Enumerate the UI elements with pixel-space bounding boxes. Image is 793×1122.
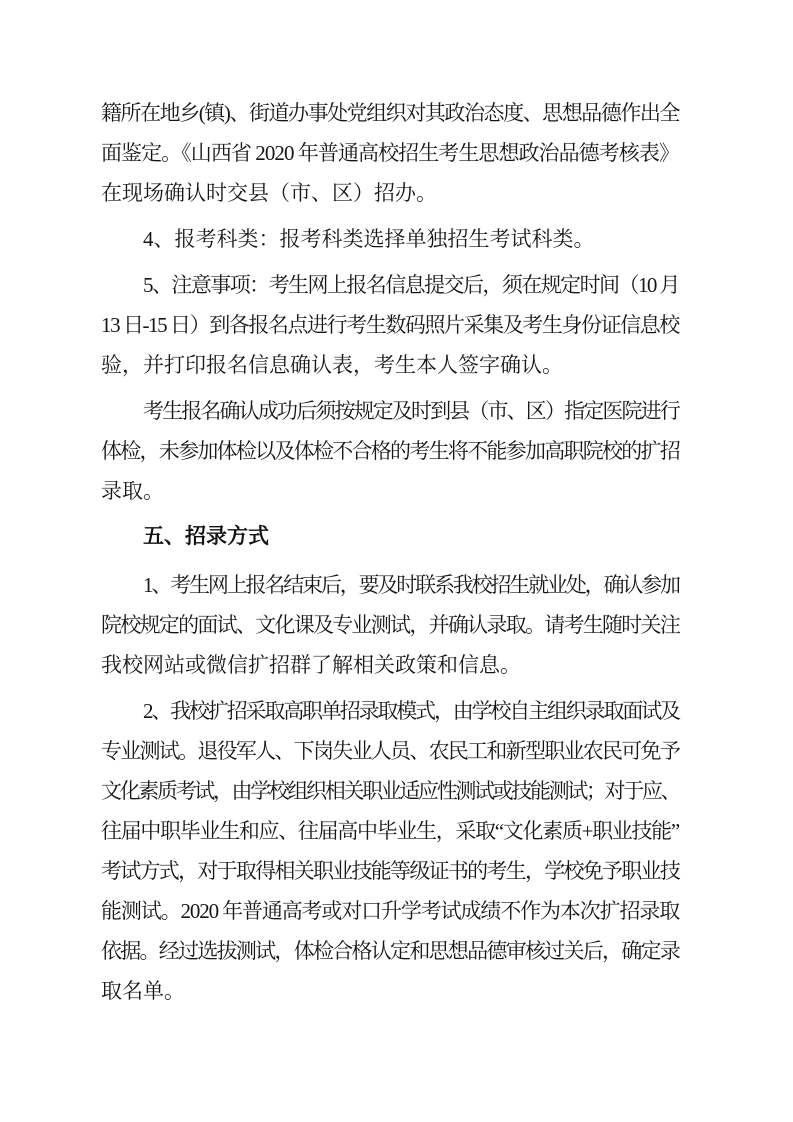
text-line [101,517,679,557]
text-line-content: 1、考生网上报名结束后，要及时联系我校招生就业处，确认参加 [143,573,679,597]
text-line-content: 籍所在地乡(镇)、街道办事处党组织对其政治态度、思想品德作出全 [101,101,680,125]
section-heading [101,517,679,557]
text-line-content: 能测试。2020 年普通高考或对口升学考试成绩不作为本次扩招录取 [101,899,680,923]
text-line-content: 取名单。 [101,979,185,1003]
paragraph [101,565,679,685]
text-line-content: 考生报名确认成功后须按规定及时到县（市、区）指定医院进行 [143,399,679,423]
text-line [101,811,679,851]
text-line-content: 文化素质考试，由学校组织相关职业适应性测试或技能测试；对于应、 [101,779,680,803]
paragraph [101,691,679,1011]
text-line-content: 体检，未参加体检以及体检不合格的考生将不能参加高职院校的扩招 [101,439,680,463]
text-line [101,219,679,259]
text-line [101,173,679,213]
text-line [101,565,679,605]
text-line [101,731,679,771]
text-line [101,931,679,971]
text-line [101,471,679,511]
text-line [101,891,679,931]
text-line [101,605,679,645]
paragraph [101,265,679,385]
paragraph [101,93,679,213]
text-line-content: 专业测试。退役军人、下岗失业人员、农民工和新型职业农民可免予 [101,739,680,763]
text-line-content: 考试方式，对于取得相关职业技能等级证书的考生，学校免予职业技 [101,859,680,883]
text-line [101,971,679,1011]
text-line [101,771,679,811]
text-line [101,851,679,891]
text-line [101,305,679,345]
text-line [101,645,679,685]
text-line-content: 5、注意事项：考生网上报名信息提交后，须在规定时间（10 月 [143,273,679,297]
text-line-content: 院校规定的面试、文化课及专业测试，并确认录取。请考生随时关注 [101,613,680,637]
text-line [101,431,679,471]
text-line-content: 13 日-15 日）到各报名点进行考生数码照片采集及考生身份证信息校 [101,313,679,337]
text-line-content: 2、我校扩招采取高职单招录取模式，由学校自主组织录取面试及 [143,699,679,723]
page-text [101,93,679,1017]
text-line-content: 五、招录方式 [143,525,269,548]
text-line-content: 录取。 [101,479,164,503]
text-line [101,265,679,305]
text-line [101,93,679,133]
text-line [101,691,679,731]
text-line [101,391,679,431]
paragraph [101,219,679,259]
text-line-content: 验，并打印报名信息确认表，考生本人签字确认。 [101,353,563,377]
text-line-content: 面鉴定。《山西省 2020 年普通高校招生考生思想政治品德考核表》 [101,141,679,165]
text-line [101,345,679,385]
text-line-content: 我校网站或微信扩招群了解相关政策和信息。 [101,653,521,677]
text-line-content: 在现场确认时交县（市、区）招办。 [101,181,437,205]
text-line-content: 4、报考科类：报考科类选择单独招生考试科类。 [143,227,595,251]
paragraph [101,391,679,511]
text-line-content: 往届中职毕业生和应、往届高中毕业生，采取“文化素质+职业技能” [101,819,679,843]
text-line [101,133,679,173]
text-line-content: 依据。经过选拔测试，体检合格认定和思想品德审核过关后，确定录 [101,939,680,963]
